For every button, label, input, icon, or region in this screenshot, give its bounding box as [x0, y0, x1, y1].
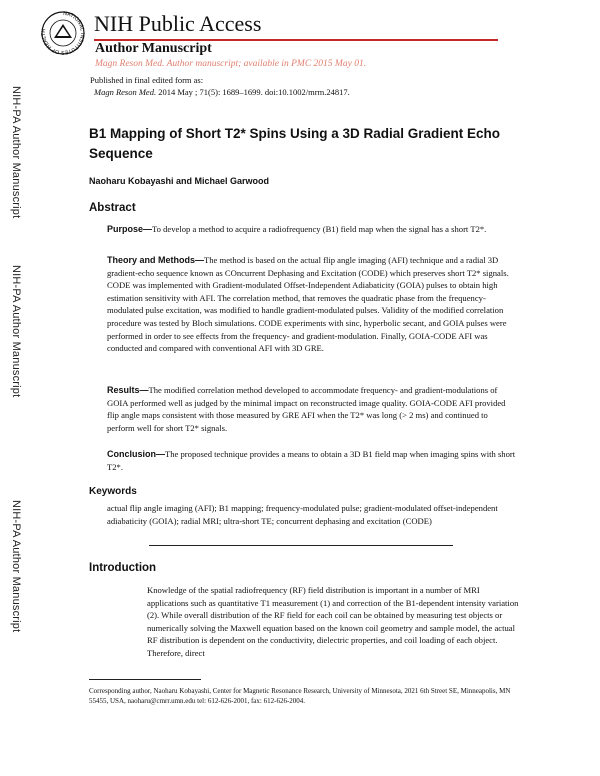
keywords-divider: [149, 545, 453, 546]
nih-logo: [40, 10, 86, 56]
abstract-methods: [107, 254, 517, 355]
purpose-label: Purpose—: [107, 224, 153, 234]
purpose-text: To develop a method to acquire a radiofrequency (B1) field map when the signal has a short T2*.: [152, 224, 487, 234]
results-label: Results—: [107, 385, 149, 395]
side-label: NIH-PA Author Manuscript: [10, 500, 22, 633]
author-manuscript-label: Author Manuscript: [95, 41, 212, 56]
published-label: Published in final edited form as:: [90, 75, 204, 85]
introduction-text: Knowledge of the spatial radiofrequency (RF) field distribution is important in a number of MRI applications such as quantitative T1 measurement (1) and correction of the B1-dependent intensity variation (2). While overall distribution of the RF field for each coil can be obtained by measuring test objects or numerically solving the Maxwell equation based on the known coil geometry and sample model, the actual RF distribution is dependent on the conductivity, dielectric properties, and coil loading of each object. Therefore, direct: [147, 585, 519, 658]
article-title: B1 Mapping of Short T2* Spins Using a 3D Radial Gradient Echo Sequence: [89, 126, 501, 161]
abstract-purpose: [107, 223, 517, 236]
side-label: NIH-PA Author Manuscript: [10, 86, 22, 219]
page-title: NIH Public Access: [94, 11, 262, 36]
corresponding-author-footnote: Corresponding author, Naoharu Kobayashi, Center for Magnetic Resonance Research, University of Minnesota, 2021 6th Street SE, Minneapolis, MN 55455, USA, naoharu@cmrr.umn.edu tel: 612-626-2001, fax: 612-626-2004.: [89, 687, 511, 705]
citation-details: 2014 May ; 71(5): 1689–1699. doi:10.1002/mrm.24817.: [156, 87, 350, 97]
footnote-divider: [89, 679, 201, 680]
keywords-text: actual flip angle imaging (AFI); B1 mapping; frequency-modulated pulse; gradient-modulated offset-independent adiabaticity (GOIA); radial MRI; ultra-short TE; concurrent dephasing and excitation (CODE): [107, 503, 498, 526]
availability-line: Magn Reson Med. Author manuscript; available in PMC 2015 May 01.: [95, 59, 367, 69]
methods-text: The method is based on the actual flip angle imaging (AFI) technique and a radial 3D gradient-echo sequence known as COncurrent Dephasing and Excitation (CODE) which preserves short T2* signals. CODE was implemented with Gradient-modulated Offset-Independent Adiabaticity (GOIA) pulses to obtain high estimation sensitivity with AFI. The correlation method, that removes the quadratic phase from the frequency-modulated pulse excitation, was modified to handle gradient-modulated pulses. Validity of the modified correlation procedure was tested by Bloch simulations. CODE experiments with sinc, hyperbolic secant, and GOIA pulses were performed in order to see effects from the frequency- and gradient-modulation. Finally, GOIA-CODE AFI was conducted and compared with conventional AFI with 3D GRE.: [107, 255, 509, 354]
keywords-heading: Keywords: [89, 486, 137, 497]
abstract-heading: Abstract: [89, 202, 136, 214]
logo-ring-text: NATIONAL INSTITUTES OF HEALTH: [40, 10, 85, 56]
conclusion-text: The proposed technique provides a means to obtain a 3D B1 field map when imaging spins with short T2*.: [107, 449, 516, 472]
side-label: NIH-PA Author Manuscript: [10, 265, 22, 398]
citation: [94, 87, 350, 98]
citation-journal: Magn Reson Med.: [94, 87, 157, 97]
abstract-results: [107, 384, 517, 434]
introduction-heading: Introduction: [89, 562, 157, 574]
article-authors: Naoharu Kobayashi and Michael Garwood: [89, 176, 270, 186]
abstract-conclusion: [107, 448, 517, 473]
conclusion-label: Conclusion—: [107, 449, 165, 459]
methods-label: Theory and Methods—: [107, 255, 205, 265]
results-text: The modified correlation method developed to accommodate frequency- and gradient-modulations of GOIA performed well as judged by the minimal impact on reconstructed image quality. GOIA-CODE AFI provided flip angle maps consistent with those measured by GRE AFI when the T2* was long (> 2 ms) and continued to perform well for short T2* signals.: [107, 385, 506, 433]
